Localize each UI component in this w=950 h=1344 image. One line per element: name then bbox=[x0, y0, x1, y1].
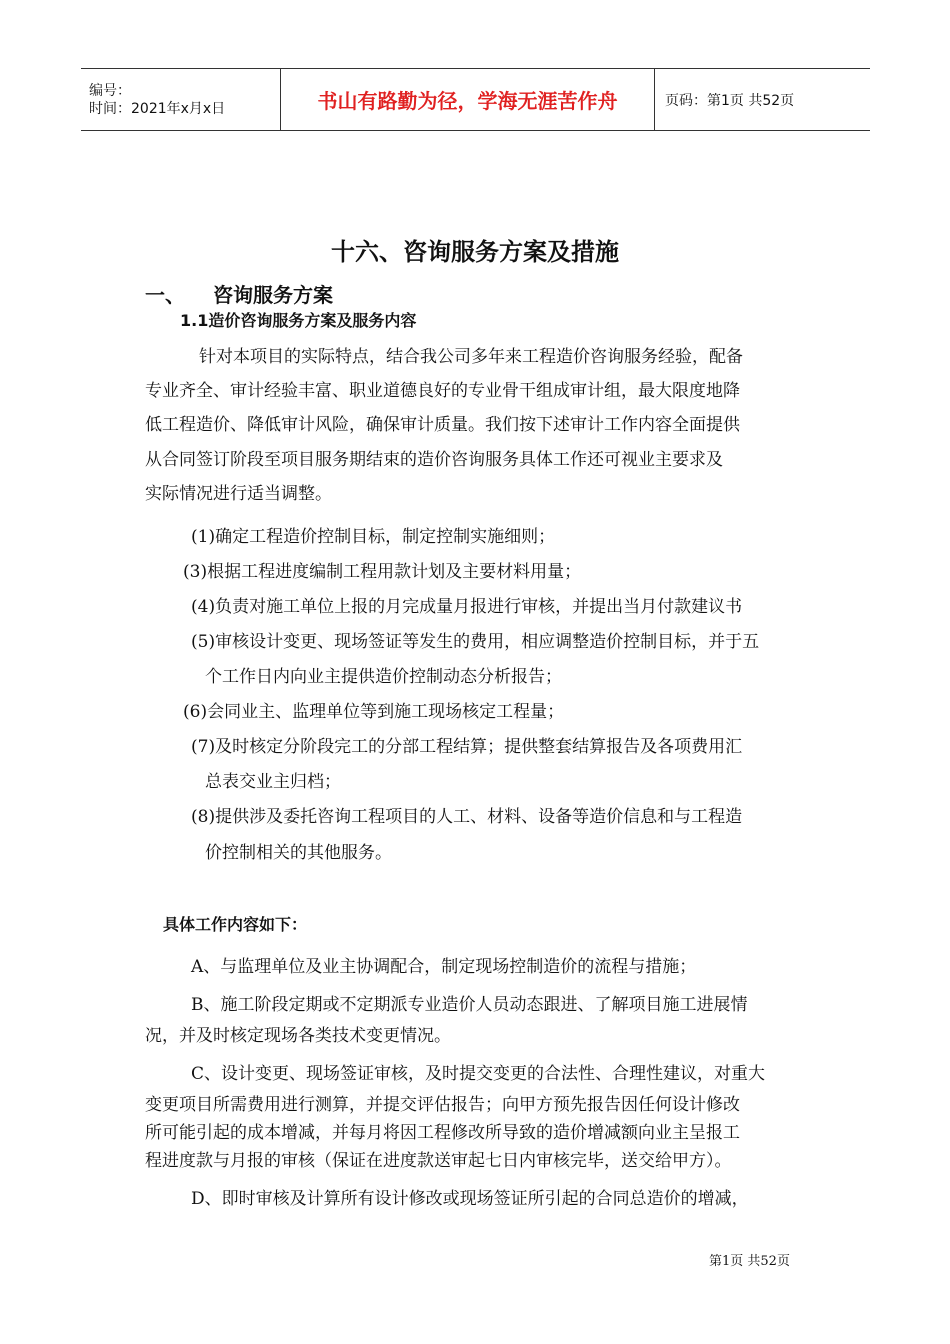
work-line: 变更项目所需费用进行测算，并提交评估报告；向甲方预先报告因任何设计修改 bbox=[145, 1095, 740, 1115]
list-item: (7)及时核定分阶段完工的分部工程结算；提供整套结算报告及各项费用汇 bbox=[191, 737, 743, 757]
work-line: 所可能引起的成本增减，并每月将因工程修改所导致的造价增减额向业主呈报工 bbox=[145, 1123, 740, 1143]
header-meta bbox=[81, 69, 281, 130]
work-line: 况，并及时核定现场各类技术变更情况。 bbox=[145, 1026, 451, 1046]
work-line: B、施工阶段定期或不定期派专业造价人员动态跟进、了解项目施工进展情 bbox=[191, 995, 748, 1015]
section-heading bbox=[145, 279, 333, 308]
intro-line: 实际情况进行适当调整。 bbox=[145, 484, 332, 504]
list-item: (1)确定工程造价控制目标，制定控制实施细则； bbox=[191, 527, 556, 547]
list-item-cont: 个工作日内向业主提供造价控制动态分析报告； bbox=[205, 667, 562, 687]
date-label: 时间：2021年x月x日 bbox=[89, 100, 226, 117]
header-motto: 书山有路勤为径，学海无涯苦作舟 bbox=[281, 69, 655, 130]
intro-line: 针对本项目的实际特点，结合我公司多年来工程造价咨询服务经验，配备 bbox=[199, 347, 743, 367]
page-title: 十六、咨询服务方案及措施 bbox=[331, 238, 619, 266]
page-footer: 第1页 共52页 bbox=[709, 1254, 790, 1269]
section-title: 咨询服务方案 bbox=[213, 283, 333, 307]
work-line: D、即时审核及计算所有设计修改或现场签证所引起的合同总造价的增减， bbox=[191, 1189, 749, 1209]
list-item: (4)负责对施工单位上报的月完成量月报进行审核，并提出当月付款建议书 bbox=[191, 597, 743, 617]
list-item: (5)审核设计变更、现场签证等发生的费用，相应调整造价控制目标，并于五 bbox=[191, 632, 760, 652]
list-item-cont: 总表交业主归档； bbox=[205, 772, 341, 792]
list-item: (3)根据工程进度编制工程用款计划及主要材料用量； bbox=[183, 562, 582, 582]
intro-line: 从合同签订阶段至项目服务期结束的造价咨询服务具体工作还可视业主要求及 bbox=[145, 450, 723, 470]
list-item-cont: 价控制相关的其他服务。 bbox=[205, 843, 392, 863]
list-item: (8)提供涉及委托咨询工程项目的人工、材料、设备等造价信息和与工程造 bbox=[191, 807, 743, 827]
intro-line: 专业齐全、审计经验丰富、职业道德良好的专业骨干组成审计组，最大限度地降 bbox=[145, 381, 740, 401]
number-label: 编号： bbox=[89, 82, 131, 99]
work-heading: 具体工作内容如下： bbox=[163, 915, 308, 934]
subsection-heading: 1.1造价咨询服务方案及服务内容 bbox=[180, 311, 417, 330]
intro-line: 低工程造价、降低审计风险，确保审计质量。我们按下述审计工作内容全面提供 bbox=[145, 415, 740, 435]
work-line: 程进度款与月报的审核（保证在进度款送审起七日内审核完毕，送交给甲方）。 bbox=[145, 1151, 732, 1171]
header-page-label: 页码：第1页 共52页 bbox=[665, 92, 795, 109]
header-table bbox=[81, 68, 870, 131]
work-line: C、设计变更、现场签证审核，及时提交变更的合法性、合理性建议，对重大 bbox=[191, 1064, 766, 1084]
work-line: A、与监理单位及业主协调配合，制定现场控制造价的流程与措施； bbox=[191, 957, 697, 977]
list-item: (6)会同业主、监理单位等到施工现场核定工程量； bbox=[183, 702, 565, 722]
section-number: 一、 bbox=[145, 283, 185, 307]
